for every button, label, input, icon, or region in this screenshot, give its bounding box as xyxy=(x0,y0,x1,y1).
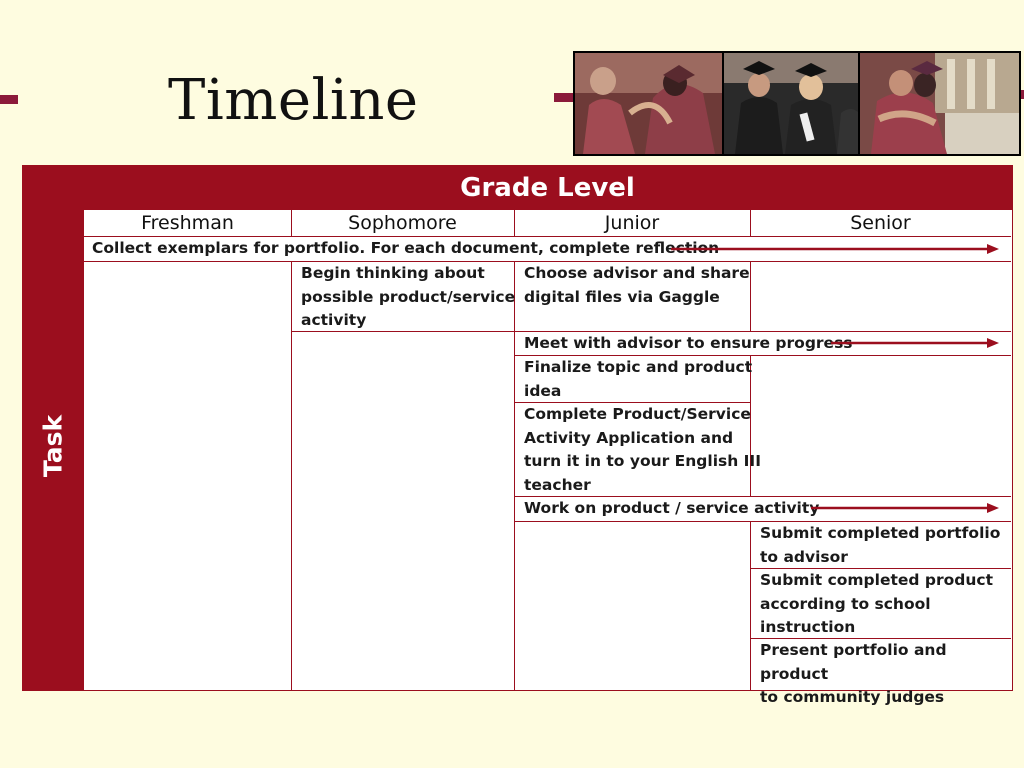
gridline xyxy=(750,210,751,236)
slide-title: Timeline xyxy=(168,68,419,133)
task-meet-advisor: Meet with advisor to ensure progress xyxy=(524,334,853,352)
task-work-on-product: Work on product / service activity xyxy=(524,499,820,517)
decorative-bar-middle xyxy=(554,93,574,102)
gridline xyxy=(291,261,292,690)
task-present-portfolio: Present portfolio and product to community judges xyxy=(760,641,947,706)
task-finalize-topic: Finalize topic and product idea xyxy=(524,358,753,400)
arrow-meet-advisor-continues xyxy=(831,336,1001,350)
task-begin-thinking: Begin thinking about possible product/service activity xyxy=(301,264,516,329)
task-choose-advisor: Choose advisor and share digital files via Gaggle xyxy=(524,264,750,306)
graduation-photos-clipart xyxy=(573,51,1021,156)
column-header-sophomore: Sophomore xyxy=(348,212,457,234)
column-header-junior: Junior xyxy=(604,212,660,234)
gridline xyxy=(750,261,751,331)
arrow-work-continues xyxy=(811,501,1001,515)
timeline-table xyxy=(22,165,1013,706)
task-row-label: Task xyxy=(38,414,68,478)
gridline xyxy=(291,210,292,236)
column-header-freshman: Freshman xyxy=(141,212,234,234)
decorative-bar-left xyxy=(0,95,18,104)
grade-level-header: Grade Level xyxy=(460,173,635,203)
task-submit-product: Submit completed product according to school instruction xyxy=(760,571,993,636)
task-collect-exemplars: Collect exemplars for portfolio. For each document, complete reflection xyxy=(92,239,720,257)
gridline xyxy=(514,210,515,236)
task-submit-portfolio: Submit completed portfolio to advisor xyxy=(760,524,1001,566)
arrow-collect-continues xyxy=(671,242,1001,256)
gridline xyxy=(750,521,751,690)
column-header-senior: Senior xyxy=(850,212,911,234)
task-complete-application: Complete Product/Service Activity Application and turn it in to your English III teacher xyxy=(524,405,761,494)
